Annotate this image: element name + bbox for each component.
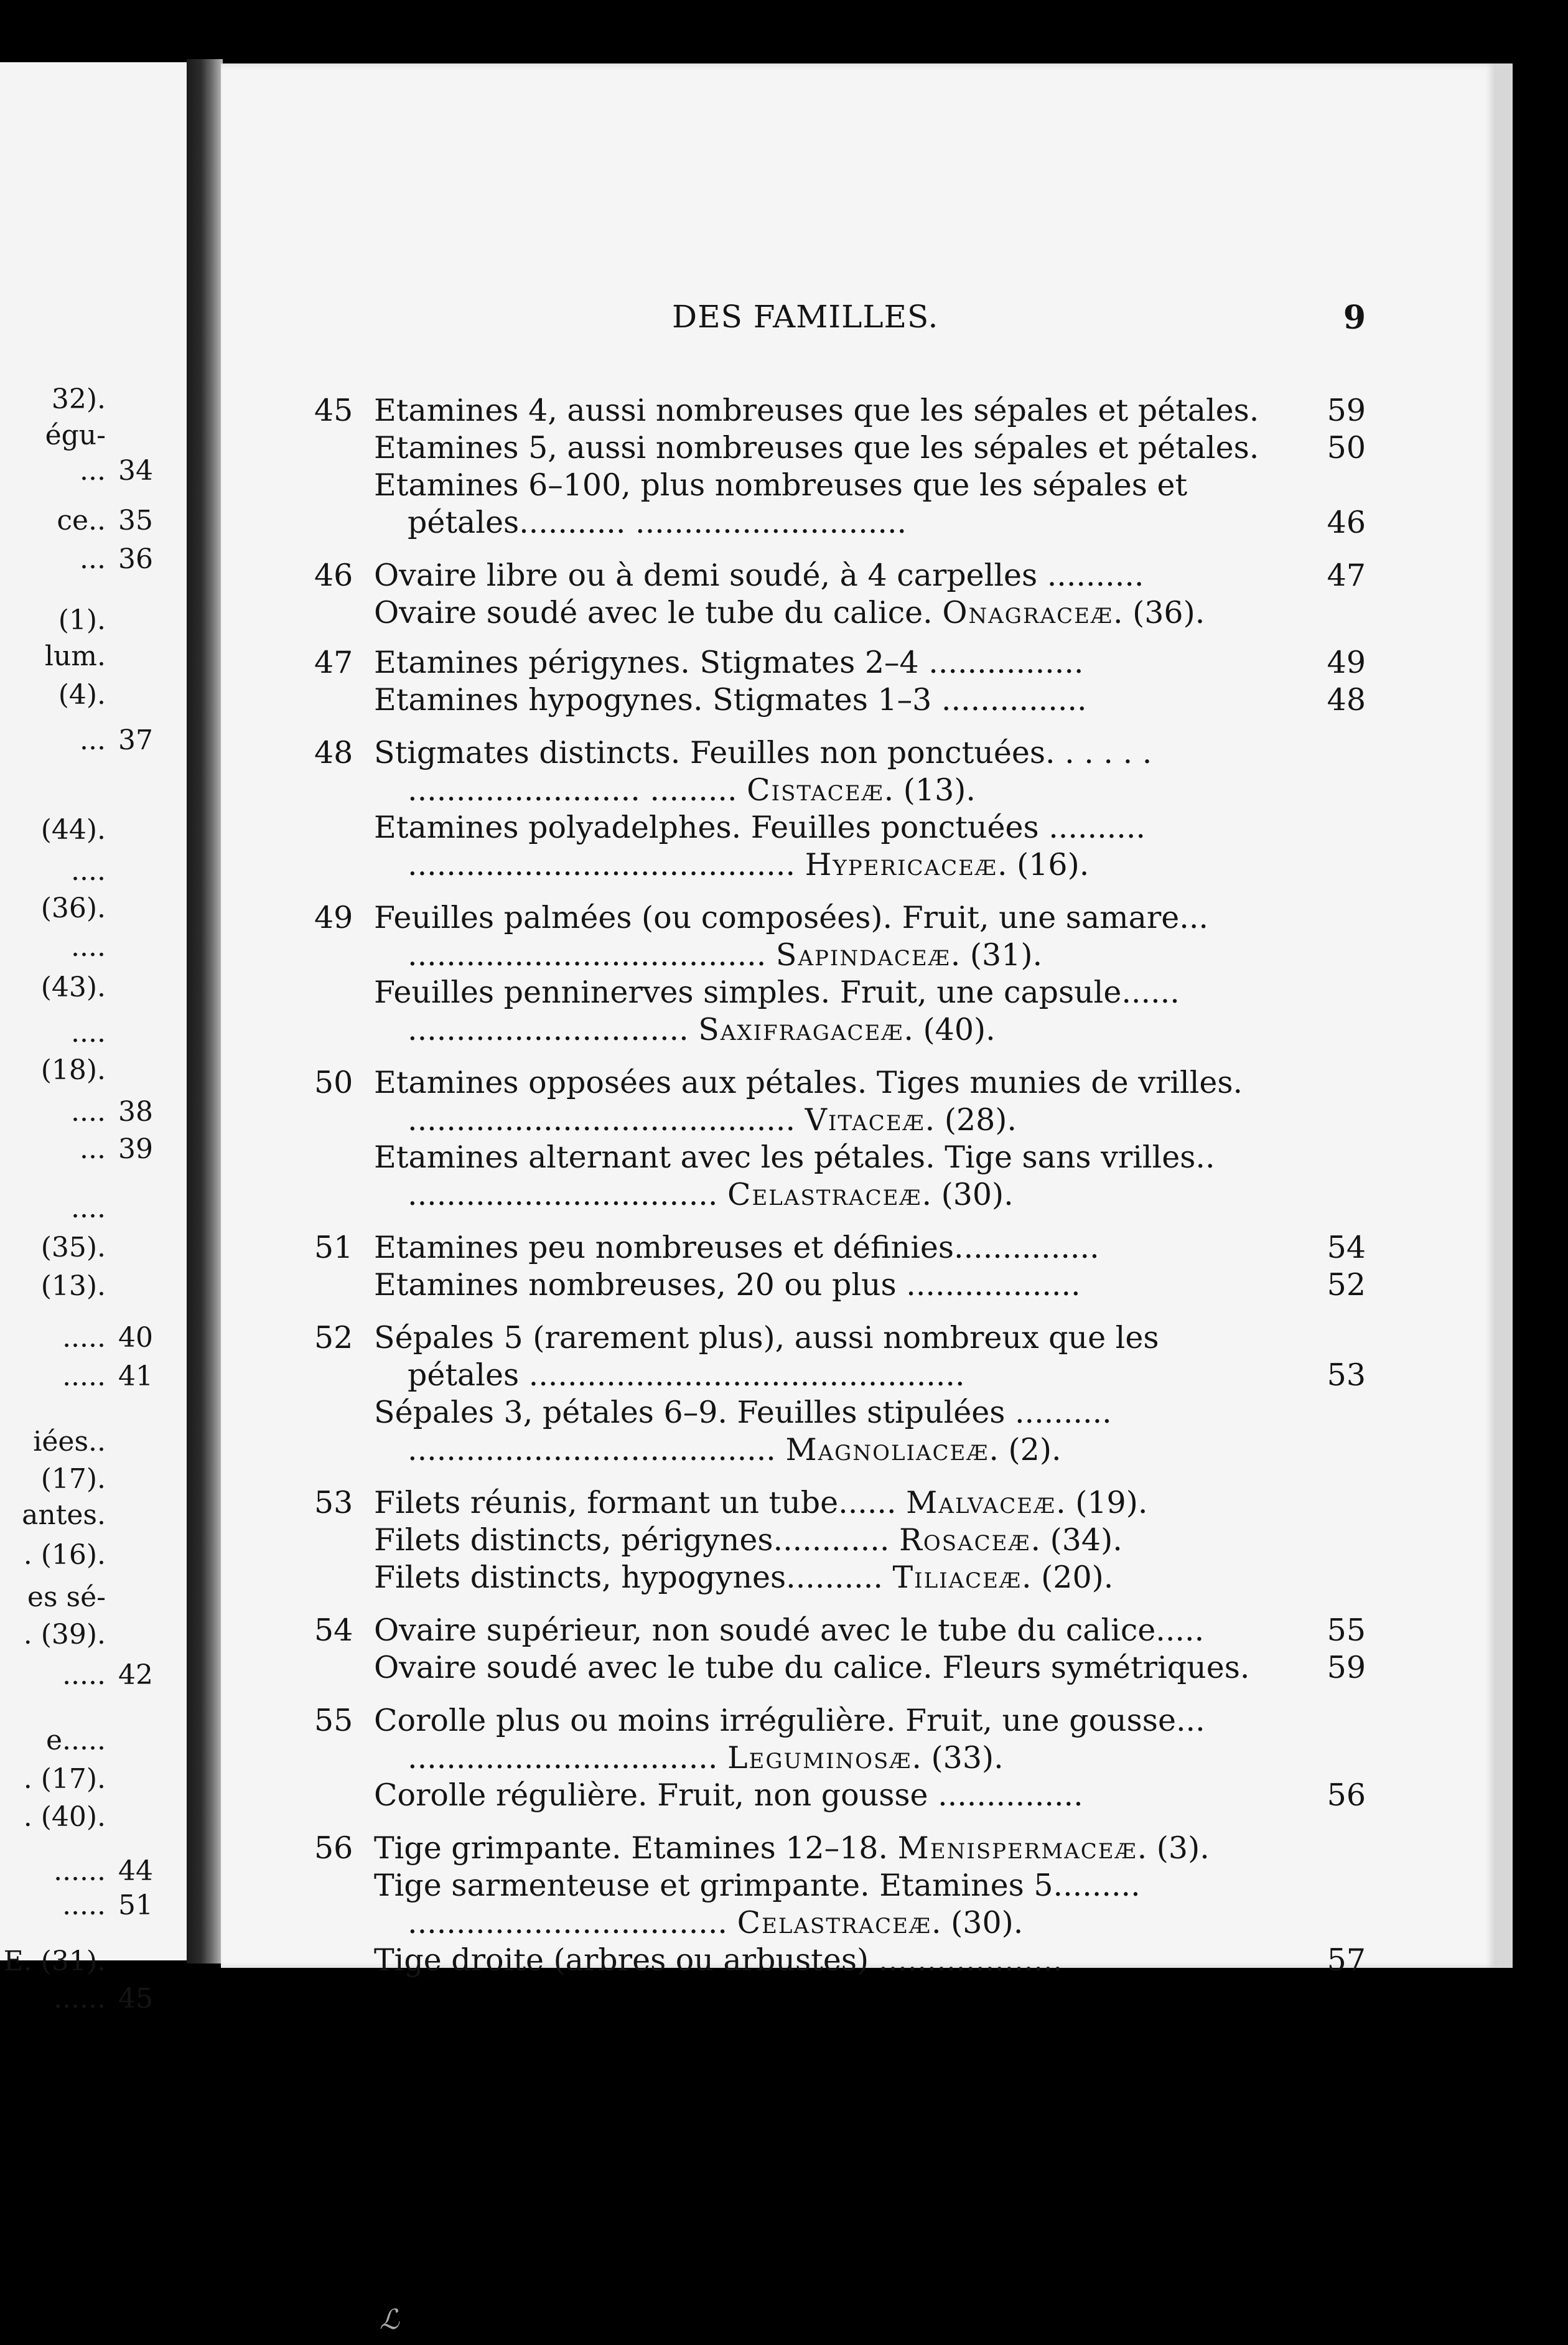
fragment-number: 45: [118, 1983, 153, 2015]
key-line: [314, 681, 1366, 719]
target-page: 59: [1327, 393, 1366, 428]
fragment-text: égu-: [45, 419, 106, 451]
target-page: 54: [1327, 1230, 1366, 1265]
key-line: [314, 467, 1366, 504]
target-page: 50: [1327, 430, 1366, 466]
fragment-number: 35: [118, 505, 153, 536]
book-gutter: [187, 59, 223, 1964]
fragment-text: (13).: [40, 1270, 106, 1302]
handwritten-mark: ℒ: [380, 2304, 399, 2336]
key-text: Sépales 5 (rarement plus), aussi nombreux que les: [374, 1320, 1159, 1355]
page-title: DES FAMILLES.: [672, 299, 939, 335]
key-text: Feuilles penninerves simples. Fruit, une capsule......: [374, 975, 1180, 1010]
key-text: Corolle plus ou moins irrégulière. Fruit, une gousse...: [374, 1703, 1205, 1738]
couplet-number: 46: [314, 558, 353, 593]
fragment-text: ...: [80, 724, 106, 756]
target-page: 52: [1327, 1267, 1366, 1303]
key-line: [314, 1559, 1366, 1596]
key-text: Etamines périgynes. Stigmates 2–4 ................: [374, 645, 1084, 680]
couplet-number: 50: [314, 1065, 353, 1100]
fragment-text: ce..: [57, 505, 106, 536]
fragment-number: 40: [118, 1322, 153, 1354]
left-page-edge: [0, 62, 187, 2015]
couplet-number: 47: [314, 645, 353, 680]
fragment-text: . (40).: [23, 1801, 106, 1833]
key-line: [314, 1942, 1366, 1979]
fragment-text: ....: [71, 1192, 106, 1224]
key-text: Etamines polyadelphes. Feuilles ponctuées ..........: [374, 810, 1146, 845]
key-text: Etamines alternant avec les pétales. Tige sans vrilles..: [374, 1140, 1215, 1175]
couplet-number: 54: [314, 1612, 353, 1648]
fragment-text: (43).: [40, 971, 106, 1003]
target-page: 48: [1327, 682, 1366, 718]
fragment-text: ......: [54, 1983, 106, 2015]
key-line: [314, 594, 1366, 632]
key-text: ................................ Celastraceæ. (30).: [408, 1177, 1014, 1212]
couplet-number: 51: [314, 1230, 353, 1265]
key-line: [314, 1830, 1366, 1867]
fragment-text: (35).: [40, 1232, 106, 1263]
key-text: Filets distincts, périgynes............ Rosaceæ. (34).: [374, 1522, 1122, 1558]
key-line: [314, 899, 1366, 937]
fragment-number: 41: [118, 1360, 153, 1392]
fragment-text: .....: [62, 1889, 106, 1921]
key-line: [314, 1431, 1366, 1469]
key-line: [314, 1612, 1366, 1649]
key-line: [314, 1266, 1366, 1304]
key-text: Filets réunis, formant un tube...... Malvaceæ. (19).: [374, 1485, 1148, 1520]
key-text: Stigmates distincts. Feuilles non ponctuées. . . . . .: [374, 735, 1152, 770]
key-line: [314, 809, 1366, 846]
key-text: Etamines hypogynes. Stigmates 1–3 ...............: [374, 682, 1087, 718]
fragment-text: (18).: [40, 1054, 106, 1086]
key-text: Feuilles palmées (ou composées). Fruit, une samare...: [374, 900, 1208, 935]
key-text: ........................................ Hypericaceæ. (16).: [408, 847, 1090, 882]
fragment-text: e.....: [46, 1725, 106, 1756]
fragment-text: lum.: [44, 640, 106, 672]
key-line: [314, 429, 1366, 467]
key-line: [314, 937, 1366, 974]
key-line: [314, 1484, 1366, 1522]
key-line: [314, 1357, 1366, 1394]
fragment-number: 42: [118, 1659, 153, 1691]
fragment-text: (44).: [40, 814, 106, 846]
key-line: [314, 1139, 1366, 1176]
key-line: [314, 1904, 1366, 1942]
key-line: [314, 1777, 1366, 1814]
fragment-text: ....: [71, 931, 106, 963]
key-line: [314, 557, 1366, 594]
fragment-number: 38: [118, 1096, 153, 1128]
key-text: Sépales 3, pétales 6–9. Feuilles stipulées ..........: [374, 1395, 1112, 1430]
key-text: ................................. Celastraceæ. (30).: [408, 1905, 1024, 1940]
key-line: [314, 1176, 1366, 1214]
fragment-text: .....: [62, 1322, 106, 1354]
target-page: 57: [1327, 1942, 1366, 1978]
key-line: [314, 1739, 1366, 1777]
key-text: Filets distincts, hypogynes.......... Tiliaceæ. (20).: [374, 1560, 1114, 1595]
key-line: [314, 974, 1366, 1011]
couplet-number: 56: [314, 1830, 353, 1866]
key-text: Tige grimpante. Etamines 12–18. Menispermaceæ. (3).: [374, 1830, 1210, 1866]
key-line: [314, 1064, 1366, 1102]
fragment-text: (4).: [58, 679, 106, 711]
fragment-text: ....: [71, 1096, 106, 1128]
fragment-text: (36).: [40, 892, 106, 924]
key-line: [314, 772, 1366, 809]
fragment-number: 44: [118, 1855, 153, 1887]
couplet-number: 52: [314, 1320, 353, 1355]
target-page: 49: [1327, 645, 1366, 680]
key-text: Ovaire libre ou à demi soudé, à 4 carpelles ..........: [374, 558, 1144, 593]
key-line: [314, 734, 1366, 772]
key-text: pétales .............................................: [408, 1357, 965, 1393]
key-text: Etamines peu nombreuses et définies...............: [374, 1230, 1099, 1265]
fragment-text: ....: [71, 1017, 106, 1049]
key-text: ..................................... Sapindaceæ. (31).: [408, 937, 1043, 973]
fragment-text: ......: [54, 1855, 106, 1887]
couplet-number: 45: [314, 393, 353, 428]
key-line: [314, 1102, 1366, 1139]
fragment-text: ...: [80, 455, 106, 487]
key-line: [314, 1522, 1366, 1559]
fragment-text: (1).: [58, 604, 106, 636]
key-text: Tige droite (arbres ou arbustes) ...................: [374, 1942, 1063, 1978]
target-page: 53: [1327, 1357, 1366, 1393]
page-number: 9: [1343, 299, 1366, 337]
key-line: [314, 1867, 1366, 1904]
fragment-text: . (16).: [23, 1539, 106, 1571]
key-text: Ovaire supérieur, non soudé avec le tube du calice.....: [374, 1612, 1205, 1648]
fragment-text: .....: [62, 1659, 106, 1691]
couplet-number: 49: [314, 900, 353, 935]
fragment-number: 34: [118, 455, 153, 487]
key-line: [314, 1319, 1366, 1357]
key-text: Etamines 4, aussi nombreuses que les sépales et pétales.: [374, 393, 1259, 428]
fragment-text: es sé-: [27, 1581, 106, 1613]
key-text: Tige sarmenteuse et grimpante. Etamines 5.........: [374, 1868, 1141, 1903]
couplet-number: 55: [314, 1703, 353, 1738]
fragment-text: . (17).: [23, 1763, 106, 1795]
fragment-number: 37: [118, 724, 153, 756]
fragment-text: (17).: [40, 1463, 106, 1495]
fragment-text: 32).: [51, 383, 106, 415]
key-line: [314, 1649, 1366, 1687]
target-page: 59: [1327, 1650, 1366, 1685]
target-page: 46: [1327, 505, 1366, 540]
fragment-number: 51: [118, 1889, 153, 1921]
key-text: Ovaire soudé avec le tube du calice. Fleurs symétriques.: [374, 1650, 1250, 1685]
key-line: [314, 1229, 1366, 1266]
key-text: ........................................ Vitaceæ. (28).: [408, 1102, 1017, 1138]
fragment-text: E. (31).: [3, 1945, 106, 1977]
key-text: ........................ ......... Cistaceæ. (13).: [408, 772, 976, 808]
target-page: 55: [1327, 1612, 1366, 1648]
couplet-number: 53: [314, 1485, 353, 1520]
key-text: ............................. Saxifragaceæ. (40).: [408, 1012, 996, 1047]
fragment-text: ...: [80, 1133, 106, 1165]
key-text: Ovaire soudé avec le tube du calice. Onagraceæ. (36).: [374, 595, 1205, 630]
key-text: Etamines opposées aux pétales. Tiges munies de vrilles.: [374, 1065, 1243, 1100]
fragment-text: antes.: [22, 1499, 106, 1531]
key-line: [314, 392, 1366, 429]
fragment-text: iées..: [33, 1426, 106, 1458]
key-line: [314, 846, 1366, 884]
fragment-number: 39: [118, 1133, 153, 1165]
key-line: [314, 644, 1366, 681]
key-text: ...................................... Magnoliaceæ. (2).: [408, 1432, 1062, 1467]
key-line: [314, 504, 1366, 541]
key-text: Corolle régulière. Fruit, non gousse ...............: [374, 1777, 1083, 1813]
key-text: Etamines nombreuses, 20 ou plus ..................: [374, 1267, 1081, 1303]
target-page: 56: [1327, 1777, 1366, 1813]
couplet-number: 48: [314, 735, 353, 770]
target-page: 47: [1327, 558, 1366, 593]
running-header: [314, 299, 1366, 336]
key-line: [314, 1011, 1366, 1049]
key-line: [314, 1394, 1366, 1431]
fragment-text: ....: [71, 855, 106, 887]
fragment-text: . (39).: [23, 1619, 106, 1650]
key-line: [314, 1702, 1366, 1739]
fragment-text: ...: [80, 543, 106, 575]
key-text: Etamines 6–100, plus nombreuses que les sépales et: [374, 467, 1188, 503]
key-text: ................................ Leguminosæ. (33).: [408, 1740, 1004, 1776]
key-text: Etamines 5, aussi nombreuses que les sépales et pétales.: [374, 430, 1259, 466]
fragment-text: .....: [62, 1360, 106, 1392]
key-text: pétales........... ............................: [408, 505, 907, 540]
fragment-number: 36: [118, 543, 153, 575]
